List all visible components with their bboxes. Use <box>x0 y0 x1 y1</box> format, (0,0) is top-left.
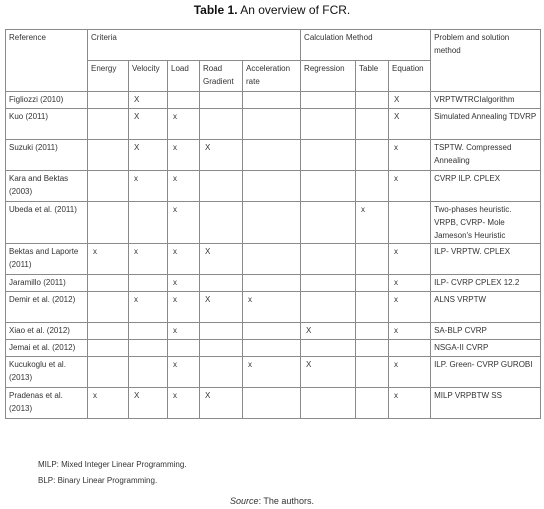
criteria-mark-cell: x <box>129 171 168 202</box>
criteria-mark-cell: X <box>129 140 168 171</box>
header-equation: Equation <box>389 61 431 92</box>
reference-cell: Figliozzi (2010) <box>6 92 88 109</box>
header-calculation-method: Calculation Method <box>301 30 431 61</box>
method-cell: CVRP ILP. CPLEX <box>431 171 541 202</box>
reference-cell: Suzuki (2011) <box>6 140 88 171</box>
criteria-mark-cell: x <box>129 244 168 275</box>
criteria-mark-cell <box>301 171 356 202</box>
table-row <box>6 92 541 109</box>
criteria-mark-cell: X <box>129 92 168 109</box>
criteria-mark-cell: x <box>389 140 431 171</box>
criteria-mark-cell <box>168 92 200 109</box>
criteria-mark-cell: X <box>200 244 243 275</box>
criteria-mark-cell: x <box>243 292 301 323</box>
criteria-mark-cell: x <box>168 275 200 292</box>
criteria-mark-cell: x <box>88 244 129 275</box>
criteria-mark-cell: X <box>200 292 243 323</box>
criteria-mark-cell: x <box>356 202 389 244</box>
criteria-mark-cell: x <box>389 357 431 388</box>
criteria-mark-cell <box>356 275 389 292</box>
criteria-mark-cell <box>129 340 168 357</box>
criteria-mark-cell: X <box>389 92 431 109</box>
criteria-mark-cell <box>129 275 168 292</box>
table-row <box>6 323 541 340</box>
table-row <box>6 340 541 357</box>
criteria-mark-cell <box>356 109 389 140</box>
header-energy: Energy <box>88 61 129 92</box>
criteria-mark-cell: x <box>168 244 200 275</box>
header-problem-solution: Problem and solution method <box>431 30 541 92</box>
criteria-mark-cell <box>243 323 301 340</box>
method-cell: ILP. Green- CVRP GUROBI <box>431 357 541 388</box>
footnote-milp: MILP: Mixed Integer Linear Programming. <box>38 460 187 469</box>
criteria-mark-cell <box>88 357 129 388</box>
method-cell: Two-phases heuristic. VRPB, CVRP- Mole Jameson's Heuristic <box>431 202 541 244</box>
method-cell: ALNS VRPTW <box>431 292 541 323</box>
table-row <box>6 202 541 244</box>
header-reference: Reference <box>6 30 88 92</box>
criteria-mark-cell: x <box>389 244 431 275</box>
criteria-mark-cell <box>356 357 389 388</box>
criteria-mark-cell: X <box>129 109 168 140</box>
criteria-mark-cell <box>243 171 301 202</box>
table-row <box>6 388 541 419</box>
criteria-mark-cell <box>200 92 243 109</box>
source-note <box>0 496 544 506</box>
criteria-mark-cell <box>243 202 301 244</box>
criteria-mark-cell <box>200 109 243 140</box>
criteria-mark-cell <box>301 244 356 275</box>
criteria-mark-cell: x <box>168 109 200 140</box>
criteria-mark-cell <box>301 340 356 357</box>
criteria-mark-cell <box>356 292 389 323</box>
reference-cell: Pradenas et al. (2013) <box>6 388 88 419</box>
header-acceleration-rate: Acceleration rate <box>243 61 301 92</box>
criteria-mark-cell <box>88 292 129 323</box>
criteria-mark-cell <box>243 244 301 275</box>
criteria-mark-cell <box>356 340 389 357</box>
method-cell: VRPTWTRCIalgorithm <box>431 92 541 109</box>
criteria-mark-cell: X <box>301 357 356 388</box>
header-criteria: Criteria <box>88 30 301 61</box>
criteria-mark-cell <box>200 202 243 244</box>
reference-cell: Kucukoglu et al. (2013) <box>6 357 88 388</box>
criteria-mark-cell <box>88 340 129 357</box>
criteria-mark-cell <box>200 340 243 357</box>
criteria-mark-cell <box>88 92 129 109</box>
table-row <box>6 244 541 275</box>
criteria-mark-cell: x <box>88 388 129 419</box>
criteria-mark-cell <box>356 323 389 340</box>
criteria-mark-cell <box>301 388 356 419</box>
criteria-mark-cell: x <box>168 140 200 171</box>
criteria-mark-cell: X <box>200 388 243 419</box>
reference-cell: Demir et al. (2012) <box>6 292 88 323</box>
criteria-mark-cell: x <box>389 292 431 323</box>
method-cell: TSPTW. Compressed Annealing <box>431 140 541 171</box>
method-cell: NSGA-II CVRP <box>431 340 541 357</box>
method-cell: Simulated Annealing TDVRP <box>431 109 541 140</box>
criteria-mark-cell <box>129 202 168 244</box>
fcr-overview-table <box>5 29 541 419</box>
method-cell: SA-BLP CVRP <box>431 323 541 340</box>
criteria-mark-cell <box>243 109 301 140</box>
caption-label: Table 1. <box>193 3 238 17</box>
reference-cell: Kara and Bektas (2003) <box>6 171 88 202</box>
criteria-mark-cell: x <box>389 388 431 419</box>
footnote-blp: BLP: Binary Linear Programming. <box>38 476 158 485</box>
criteria-mark-cell <box>301 92 356 109</box>
criteria-mark-cell: x <box>389 323 431 340</box>
criteria-mark-cell: x <box>243 357 301 388</box>
criteria-mark-cell: x <box>168 292 200 323</box>
criteria-mark-cell <box>200 171 243 202</box>
criteria-mark-cell <box>389 202 431 244</box>
criteria-mark-cell <box>200 357 243 388</box>
criteria-mark-cell <box>356 140 389 171</box>
criteria-mark-cell <box>88 109 129 140</box>
table-caption <box>0 3 544 17</box>
table-row <box>6 171 541 202</box>
criteria-mark-cell: x <box>168 323 200 340</box>
caption-text: An overview of FCR. <box>237 3 351 17</box>
header-regression: Regression <box>301 61 356 92</box>
criteria-mark-cell: X <box>301 323 356 340</box>
criteria-mark-cell <box>243 340 301 357</box>
table-row <box>6 292 541 323</box>
header-row-main <box>6 30 541 61</box>
method-cell: ILP- VRPTW. CPLEX <box>431 244 541 275</box>
criteria-mark-cell <box>88 140 129 171</box>
criteria-mark-cell <box>301 275 356 292</box>
footnotes <box>38 458 187 490</box>
method-cell: ILP- CVRP CPLEX 12.2 <box>431 275 541 292</box>
criteria-mark-cell <box>200 275 243 292</box>
reference-cell: Jaramillo (2011) <box>6 275 88 292</box>
header-table: Table <box>356 61 389 92</box>
criteria-mark-cell: x <box>129 292 168 323</box>
criteria-mark-cell: x <box>168 388 200 419</box>
source-label: Source <box>230 496 259 506</box>
table-row <box>6 109 541 140</box>
criteria-mark-cell <box>200 323 243 340</box>
table-row <box>6 357 541 388</box>
criteria-mark-cell: X <box>389 109 431 140</box>
criteria-mark-cell <box>356 244 389 275</box>
table-row <box>6 140 541 171</box>
criteria-mark-cell <box>356 171 389 202</box>
criteria-mark-cell: x <box>168 202 200 244</box>
criteria-mark-cell: x <box>168 171 200 202</box>
criteria-mark-cell <box>243 388 301 419</box>
table-row <box>6 275 541 292</box>
criteria-mark-cell <box>88 275 129 292</box>
criteria-mark-cell <box>88 202 129 244</box>
criteria-mark-cell <box>88 323 129 340</box>
criteria-mark-cell <box>243 140 301 171</box>
method-cell: MILP VRPBTW SS <box>431 388 541 419</box>
criteria-mark-cell: X <box>200 140 243 171</box>
reference-cell: Ubeda et al. (2011) <box>6 202 88 244</box>
reference-cell: Kuo (2011) <box>6 109 88 140</box>
reference-cell: Jemai et al. (2012) <box>6 340 88 357</box>
criteria-mark-cell <box>301 202 356 244</box>
criteria-mark-cell: x <box>168 357 200 388</box>
criteria-mark-cell <box>129 357 168 388</box>
header-load: Load <box>168 61 200 92</box>
header-road-gradient: Road Gradient <box>200 61 243 92</box>
criteria-mark-cell: x <box>389 275 431 292</box>
reference-cell: Xiao et al. (2012) <box>6 323 88 340</box>
criteria-mark-cell <box>356 92 389 109</box>
criteria-mark-cell <box>168 340 200 357</box>
criteria-mark-cell <box>243 92 301 109</box>
criteria-mark-cell <box>301 109 356 140</box>
criteria-mark-cell: x <box>389 171 431 202</box>
criteria-mark-cell <box>356 388 389 419</box>
criteria-mark-cell <box>301 140 356 171</box>
criteria-mark-cell <box>88 171 129 202</box>
criteria-mark-cell <box>301 292 356 323</box>
reference-cell: Bektas and Laporte (2011) <box>6 244 88 275</box>
criteria-mark-cell <box>389 340 431 357</box>
header-velocity: Velocity <box>129 61 168 92</box>
source-text: : The authors. <box>258 496 314 506</box>
criteria-mark-cell: X <box>129 388 168 419</box>
criteria-mark-cell <box>243 275 301 292</box>
criteria-mark-cell <box>129 323 168 340</box>
